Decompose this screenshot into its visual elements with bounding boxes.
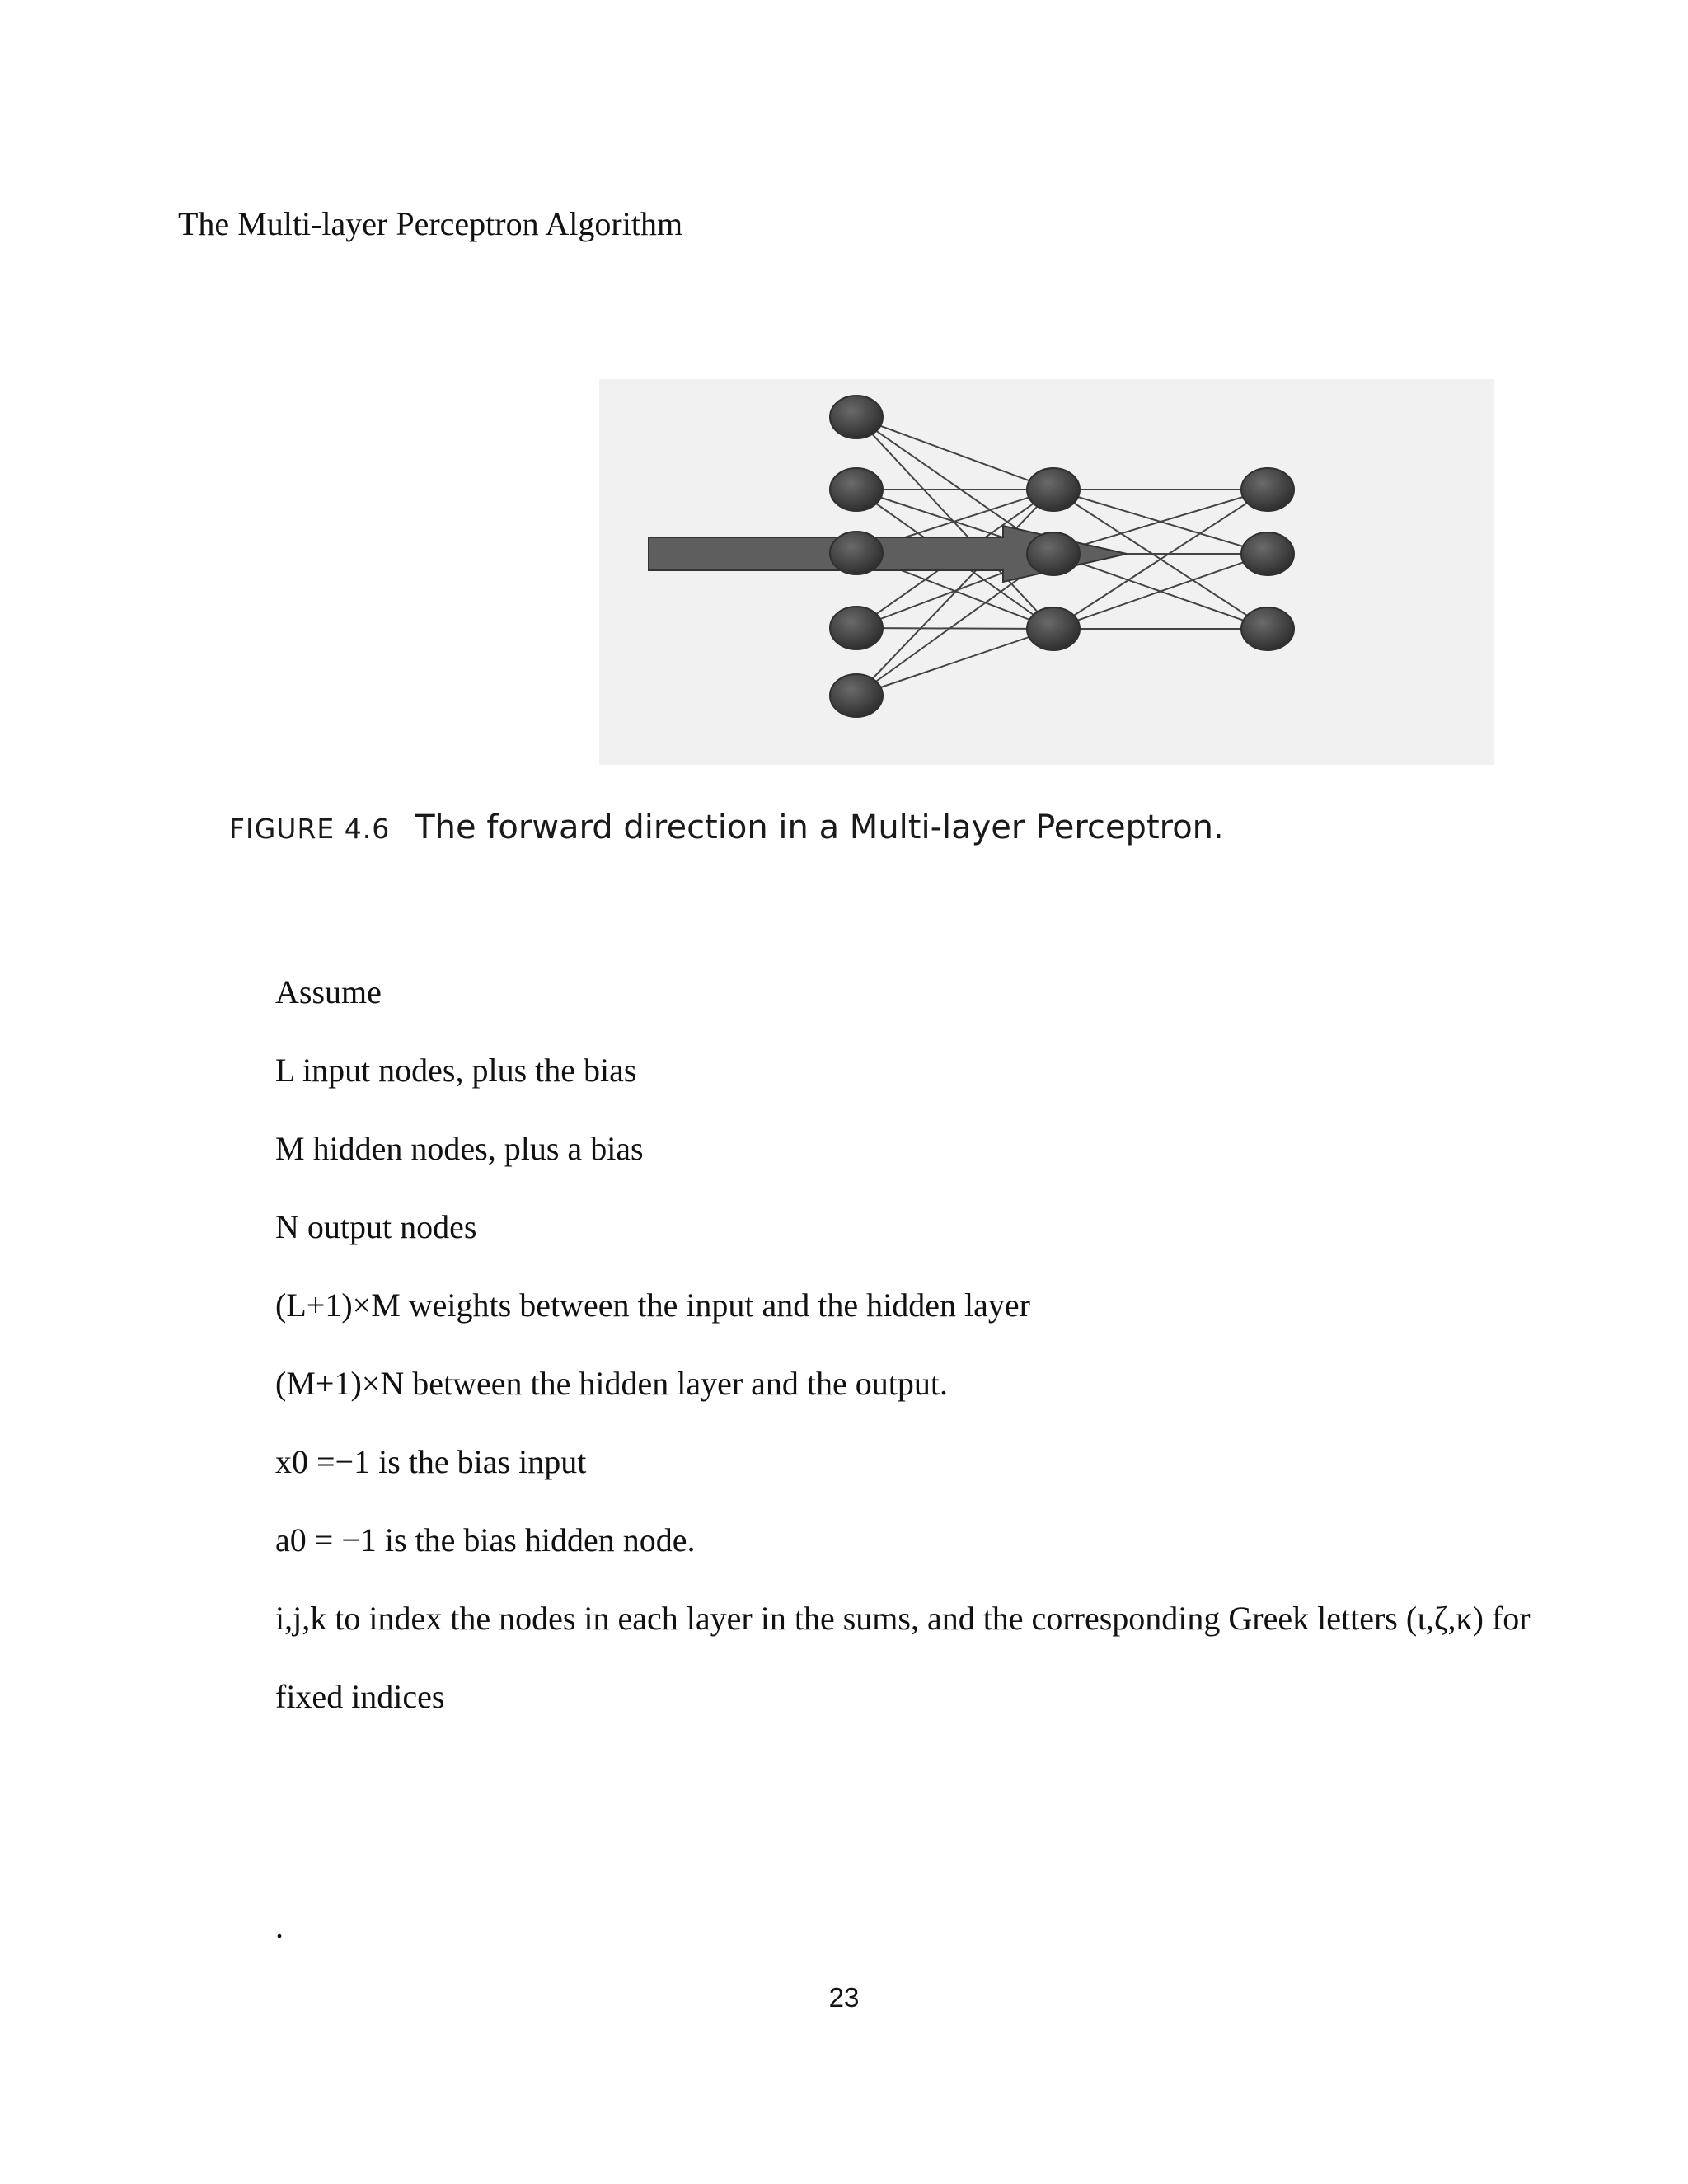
trailing-period: . [275, 1908, 284, 1945]
network-diagram [599, 379, 1494, 765]
network-figure [599, 379, 1494, 765]
body-line: Assume [275, 973, 382, 1010]
body-line: fixed indices [275, 1678, 445, 1715]
input-node [830, 532, 883, 574]
connection-edge [856, 629, 1053, 696]
figure-number: FIGURE 4.6 [229, 813, 391, 845]
hidden-node [1027, 468, 1080, 511]
output-node [1241, 607, 1294, 650]
page-number: 23 [828, 1982, 860, 2013]
body-line: i,j,k to index the nodes in each layer in the sums, and the corresponding Greek letters (ι,ζ,κ) for [275, 1600, 1531, 1637]
page-title: The Multi-layer Perceptron Algorithm [178, 205, 683, 242]
input-node [830, 674, 883, 717]
connection-edge [856, 417, 1053, 629]
connection-edge [856, 628, 1053, 629]
body-line: a0 = −1 is the bias hidden node. [275, 1521, 696, 1558]
body-line: (L+1)×M weights between the input and the hidden layer [275, 1286, 1030, 1324]
output-node [1241, 532, 1294, 575]
connection-edge [856, 417, 1053, 490]
body-line: M hidden nodes, plus a bias [275, 1130, 644, 1167]
input-node [830, 396, 883, 438]
assumptions-list [275, 971, 1561, 1754]
body-line: L input nodes, plus the bias [275, 1052, 637, 1089]
figure-caption [229, 806, 1224, 851]
output-node [1241, 468, 1294, 511]
body-line: x0 =−1 is the bias input [275, 1443, 587, 1480]
input-node [830, 607, 883, 649]
body-line: (M+1)×N between the hidden layer and the output. [275, 1365, 948, 1402]
body-line: N output nodes [275, 1208, 477, 1245]
figure-caption-text: The forward direction in a Multi-layer Perceptron. [415, 808, 1224, 846]
hidden-node [1027, 607, 1080, 650]
hidden-node [1027, 532, 1080, 575]
input-node [830, 468, 883, 511]
